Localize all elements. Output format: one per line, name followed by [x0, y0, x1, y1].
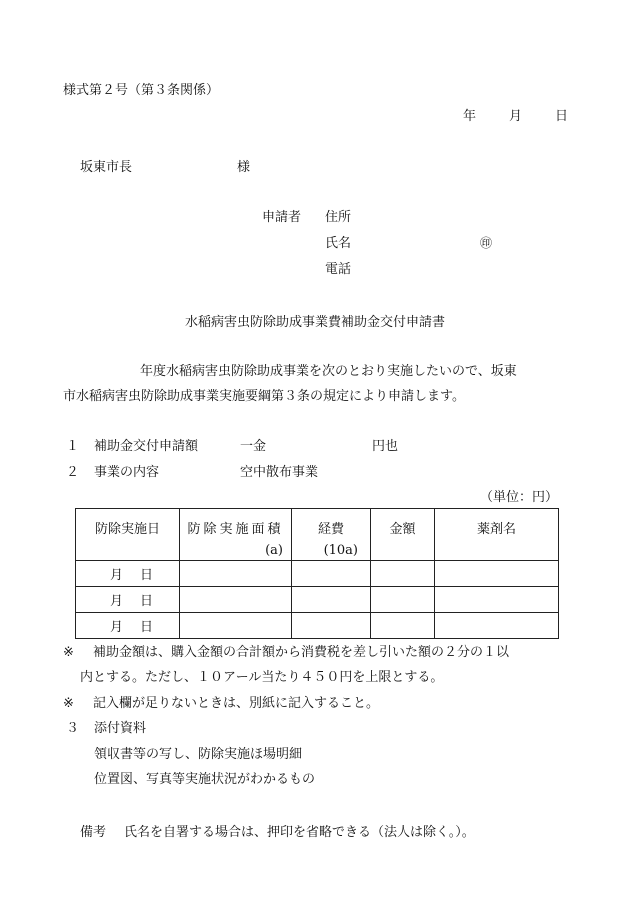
table-row [76, 561, 559, 587]
note-subsidy-line-2: 内とする。ただし、１０アール当たり４５０円を上限とする。 [80, 670, 444, 685]
column-header-area: 防除実施面積 (a) [180, 509, 292, 561]
column-header-cost: 経費 (10a) [292, 509, 371, 561]
applicant-phone-label: 電話 [325, 262, 352, 277]
amount-cell[interactable] [371, 613, 435, 639]
area-cell[interactable] [180, 587, 292, 613]
attachment-item: 位置図、写真等実施状況がわかるもの [94, 772, 316, 787]
item-unit: 円也 [372, 439, 399, 454]
note-subsidy-line-1: ※ 補助金額は、購入金額の合計額から消費税を差し引いた額の２分の１以 [63, 645, 510, 660]
remark [80, 826, 475, 839]
item-number: ３ [66, 721, 80, 736]
column-header-chemical: 薬剤名 [435, 509, 559, 561]
date-cell[interactable]: 月 日 [76, 561, 180, 587]
seal-icon: ㊞ [480, 236, 493, 250]
chemical-cell[interactable] [435, 587, 559, 613]
document-title: 水稲病害虫防除助成事業費補助金交付申請書 [184, 315, 445, 330]
item-value: 一金 [240, 439, 267, 454]
addressee-name: 坂東市長 [80, 160, 133, 175]
cost-cell[interactable] [292, 561, 371, 587]
note-extra-sheet: ※ 記入欄が足りないときは、別紙に記入すること。 [63, 696, 380, 711]
column-header-date: 防除実施日 [76, 509, 180, 561]
date-month-label: 月 [509, 109, 523, 124]
applicant-label: 申請者 [262, 210, 302, 225]
remark-label: 備考 [80, 825, 107, 840]
chemical-cell[interactable] [435, 561, 559, 587]
table-row [76, 587, 559, 613]
date-day-label: 日 [555, 109, 569, 124]
date-cell[interactable]: 月 日 [76, 587, 180, 613]
item-number: １ [66, 439, 80, 454]
form-number: 様式第２号（第３条関係） [63, 83, 220, 98]
column-header-amount: 金額 [371, 509, 435, 561]
area-cell[interactable] [180, 561, 292, 587]
item-value: 空中散布事業 [240, 465, 319, 480]
item-project-content [66, 465, 319, 480]
applicant-name-label: 氏名 [325, 236, 352, 251]
records-table [75, 508, 559, 639]
applicant-address-label: 住所 [325, 210, 352, 225]
remark-text: 氏名を自署する場合は、押印を省略できる（法人は除く。）。 [124, 825, 475, 840]
attachments-heading [66, 721, 147, 736]
date-line [463, 110, 568, 123]
amount-cell[interactable] [371, 561, 435, 587]
note-mark: ※ [63, 645, 74, 660]
addressee [80, 161, 250, 174]
addressee-honorific: 様 [237, 160, 251, 175]
unit-note: （単位：円） [479, 490, 558, 505]
cost-cell[interactable] [292, 587, 371, 613]
amount-cell[interactable] [371, 587, 435, 613]
date-cell[interactable]: 月 日 [76, 613, 180, 639]
item-number: ２ [66, 465, 80, 480]
cost-cell[interactable] [292, 613, 371, 639]
chemical-cell[interactable] [435, 613, 559, 639]
note-mark: ※ [63, 696, 74, 711]
attachment-item: 領収書等の写し、防除実施ほ場明細 [94, 747, 303, 762]
date-year-label: 年 [463, 109, 477, 124]
area-cell[interactable] [180, 613, 292, 639]
body-text-line-1: 年度水稲病害虫防除助成事業を次のとおり実施したいので、坂東 [140, 364, 517, 379]
table-header-row [76, 509, 559, 561]
item-label: 添付資料 [94, 721, 147, 736]
item-subsidy-amount [66, 439, 399, 454]
body-text-line-2: 市水稲病害虫防除助成事業実施要綱第３条の規定により申請します。 [63, 389, 465, 404]
table-row [76, 613, 559, 639]
applicant-name-row [325, 236, 493, 251]
item-label: 事業の内容 [94, 465, 160, 480]
item-label: 補助金交付申請額 [94, 439, 199, 454]
